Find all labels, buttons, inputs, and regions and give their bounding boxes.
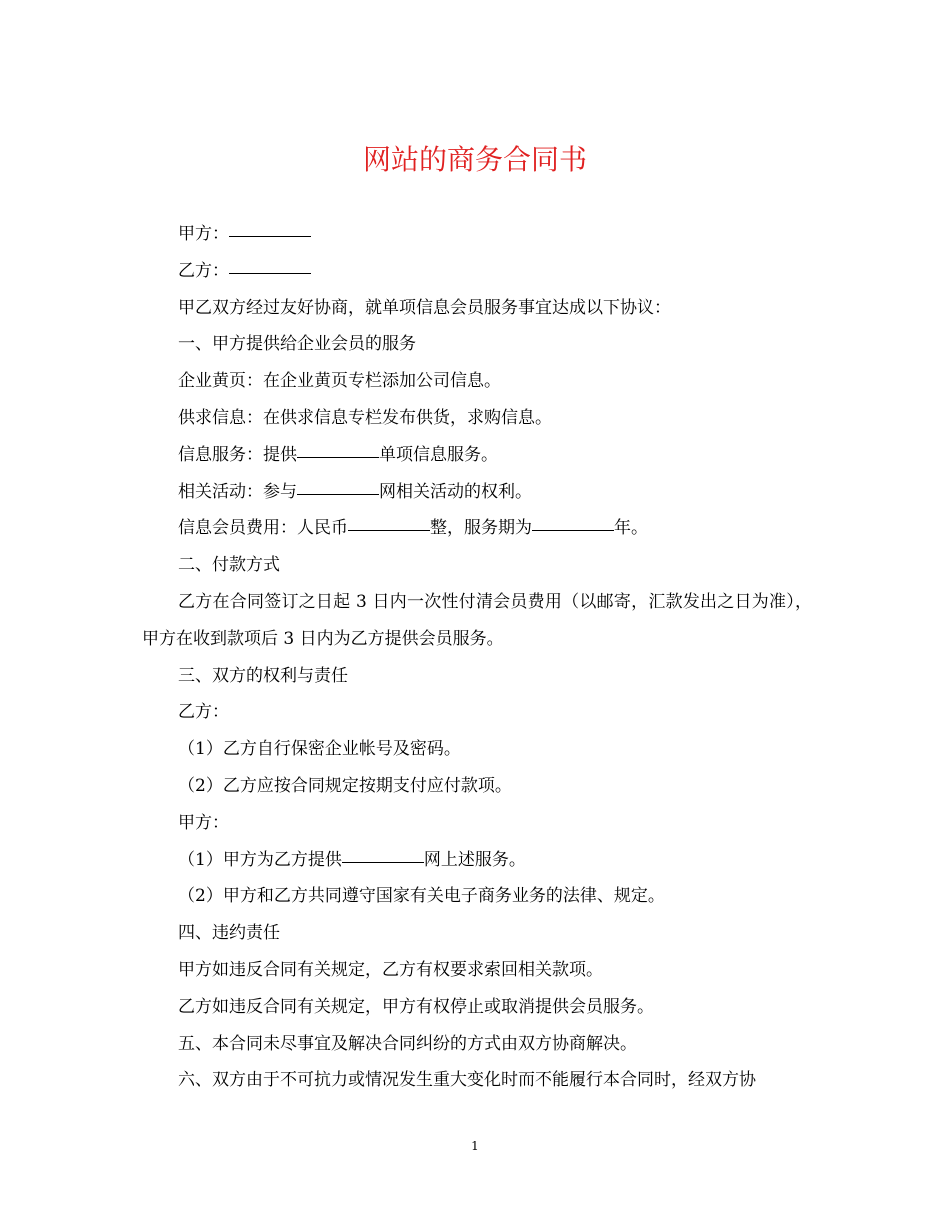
paragraph: [142, 731, 812, 768]
paragraph-text: 乙方如违反合同有关规定，甲方有权停止或取消提供会员服务。: [178, 996, 654, 1017]
paragraph: [142, 915, 812, 952]
paragraph-text: 信息会员费用：人民币: [178, 518, 348, 539]
paragraph-text: 乙方在合同签订之日起 3 日内一次性付清会员费用（以邮寄，汇款发出之日为准），甲方在收到款项后 3 日内为乙方提供会员服务。: [142, 591, 812, 649]
paragraph-text: 五、本合同未尽事宜及解决合同纠纷的方式由双方协商解决。: [178, 1033, 637, 1054]
paragraph-text: 网相关活动的权利。: [379, 481, 532, 502]
paragraph-text: 乙方：: [178, 702, 229, 723]
paragraph-text: 年。: [614, 518, 648, 539]
paragraph: [142, 768, 812, 805]
paragraph: [142, 878, 812, 915]
paragraph: [142, 658, 812, 695]
paragraph-text: 乙方：: [178, 260, 229, 281]
paragraph: [142, 805, 812, 842]
paragraph-text: 网上述服务。: [423, 849, 526, 870]
fill-in-blank: [348, 529, 430, 531]
paragraph-text: （2）甲方和乙方共同遵守国家有关电子商务业务的法律、规定。: [178, 886, 665, 907]
paragraph: [142, 290, 812, 327]
fill-in-blank: [532, 529, 614, 531]
paragraph-text: 甲方：: [178, 224, 229, 244]
document-title: 网站的商务合同书: [362, 143, 587, 176]
paragraph-text: 二、付款方式: [178, 555, 280, 576]
paragraph-text: 三、双方的权利与责任: [178, 665, 348, 686]
fill-in-blank: [297, 456, 379, 458]
paragraph: [142, 400, 812, 437]
paragraph-text: 整，服务期为: [430, 518, 532, 539]
paragraph-text: 相关活动：参与: [178, 481, 297, 502]
paragraph-text: 一、甲方提供给企业会员的服务: [178, 334, 416, 355]
fill-in-blank: [229, 235, 311, 237]
paragraph-text: 企业黄页：在企业黄页专栏添加公司信息。: [178, 371, 501, 392]
paragraph: [142, 510, 812, 547]
paragraph-text: （1）甲方为乙方提供: [178, 849, 342, 870]
paragraph: [142, 437, 812, 474]
paragraph-text: 甲方如违反合同有关规定，乙方有权要求索回相关款项。: [178, 959, 603, 980]
paragraph-text: 六、双方由于不可抗力或情况发生重大变化时而不能履行本合同时，经双方协: [178, 1070, 756, 1091]
paragraph: [142, 989, 812, 1026]
paragraph-text: 单项信息服务。: [379, 444, 498, 465]
paragraph: [142, 952, 812, 989]
fill-in-blank: [342, 861, 424, 863]
paragraph-text: （2）乙方应按合同规定按期支付应付款项。: [178, 775, 512, 796]
paragraph-text: 信息服务：提供: [178, 444, 297, 465]
paragraph: [142, 253, 812, 290]
document-body: [142, 216, 812, 1099]
page-number: 1: [471, 1139, 479, 1153]
fill-in-blank: [297, 493, 379, 495]
paragraph: [142, 694, 812, 731]
paragraph: [142, 842, 812, 879]
paragraph: [142, 363, 812, 400]
paragraph-text: 四、违约责任: [178, 923, 280, 944]
fill-in-blank: [229, 272, 311, 274]
paragraph-text: （1）乙方自行保密企业帐号及密码。: [178, 739, 461, 760]
paragraph: [142, 216, 812, 253]
paragraph-text: 供求信息：在供求信息专栏发布供货，求购信息。: [178, 407, 552, 428]
paragraph: [142, 1062, 812, 1099]
paragraph: [142, 547, 812, 584]
paragraph-text: 甲方：: [178, 812, 229, 833]
paragraph: [142, 1026, 812, 1063]
paragraph: [142, 474, 812, 511]
paragraph: [142, 326, 812, 363]
paragraph-text: 甲乙双方经过友好协商，就单项信息会员服务事宜达成以下协议：: [178, 297, 671, 318]
paragraph: [142, 584, 812, 658]
